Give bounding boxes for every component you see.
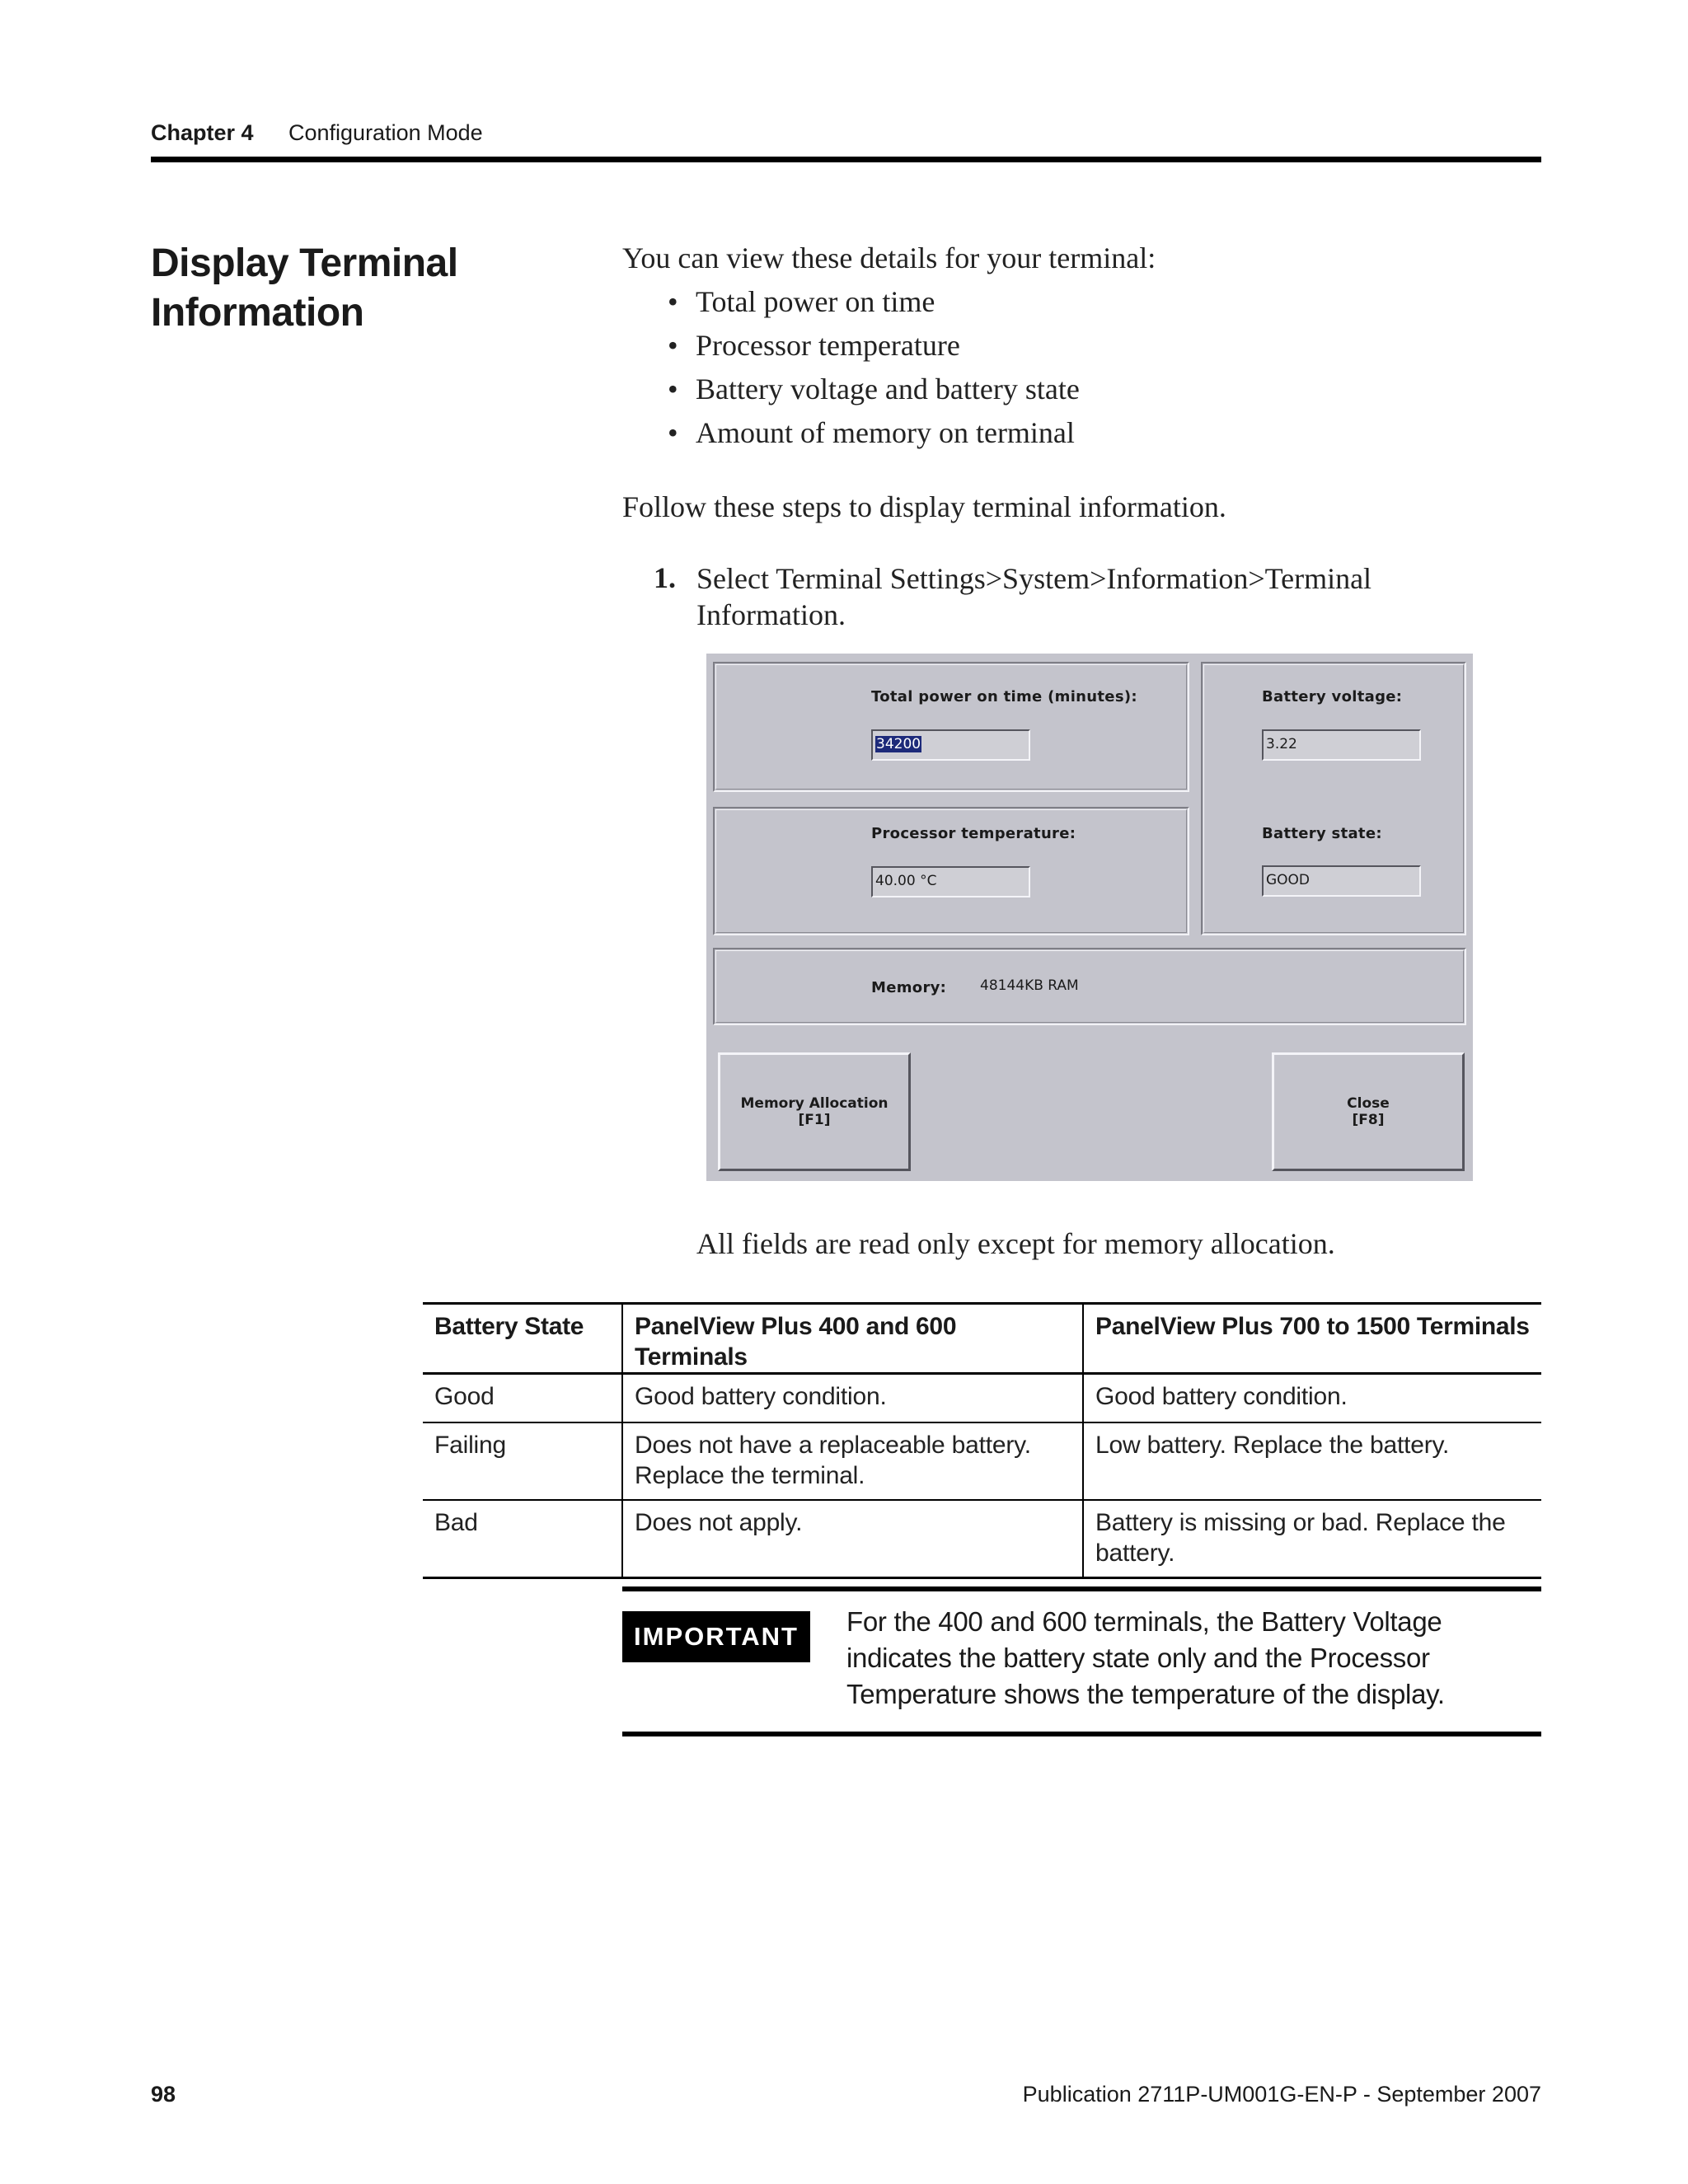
battery-state-table [423,1302,1541,1579]
section-heading: Display Terminal Information [151,241,458,335]
table-cell: Bad [423,1500,622,1578]
power-panel [713,662,1189,792]
page-number: 98 [151,2082,176,2107]
column-header: PanelView Plus 700 to 1500 Terminals [1083,1304,1541,1374]
temperature-field[interactable]: 40.00 °C [871,866,1030,898]
header-rule [151,157,1541,162]
table-cell: Good battery condition. [1083,1374,1541,1423]
memory-value: 48144KB RAM [980,977,1079,994]
column-header: Battery State [423,1304,622,1374]
battery-panel [1201,662,1466,935]
table-cell: Battery is missing or bad. Replace the battery. [1083,1500,1541,1578]
table-row [423,1500,1541,1578]
chapter-title: Configuration Mode [288,120,483,145]
table-row [423,1422,1541,1500]
battery-voltage-label: Battery voltage: [1262,688,1403,705]
read-only-note: All fields are read only except for memory allocation. [696,1227,1335,1260]
memory-allocation-button[interactable]: Memory Allocation [F1] [718,1052,911,1171]
important-text: For the 400 and 600 terminals, the Battery Voltage indicates the battery state only and the Processor Temperature shows the temperature of the display. [846,1606,1445,1709]
memory-label: Memory: [871,979,947,996]
table-header-row [423,1304,1541,1374]
power-label: Total power on time (minutes): [871,688,1137,705]
intro-text: You can view these details for your terminal: [622,241,1156,274]
memory-panel [713,948,1466,1025]
bullet-icon: • [668,329,678,362]
power-field[interactable]: 34200 [871,729,1030,761]
table-cell: Low battery. Replace the battery. [1083,1422,1541,1500]
table-cell: Failing [423,1422,622,1500]
close-button[interactable]: Close [F8] [1272,1052,1465,1171]
important-badge: IMPORTANT [622,1611,810,1662]
table-cell: Good [423,1374,622,1423]
table-cell: Does not apply. [622,1500,1083,1578]
battery-state-label: Battery state: [1262,825,1382,842]
table-cell: Good battery condition. [622,1374,1083,1423]
bullet-icon: • [668,373,678,405]
column-header: PanelView Plus 400 and 600 Terminals [622,1304,1083,1374]
battery-state-field[interactable]: GOOD [1262,865,1421,897]
step-number: 1. [654,561,676,594]
table-row [423,1374,1541,1423]
temperature-panel [713,807,1189,935]
important-top-rule [622,1586,1541,1591]
publication-info: Publication 2711P-UM001G-EN-P - September 2007 [1022,2082,1541,2107]
follow-text: Follow these steps to display terminal information. [622,490,1226,523]
temperature-label: Processor temperature: [871,825,1076,842]
important-bottom-rule [622,1732,1541,1736]
battery-voltage-field[interactable]: 3.22 [1262,729,1421,761]
terminal-info-screen [706,654,1473,1181]
bullet-icon: • [668,285,678,318]
chapter-label: Chapter 4 [151,120,254,145]
table-cell: Does not have a replaceable battery. Replace the terminal. [622,1422,1083,1500]
step-text: Select Terminal Settings>System>Information>Terminal Information. [696,562,1372,631]
bullet-icon: • [668,416,678,449]
